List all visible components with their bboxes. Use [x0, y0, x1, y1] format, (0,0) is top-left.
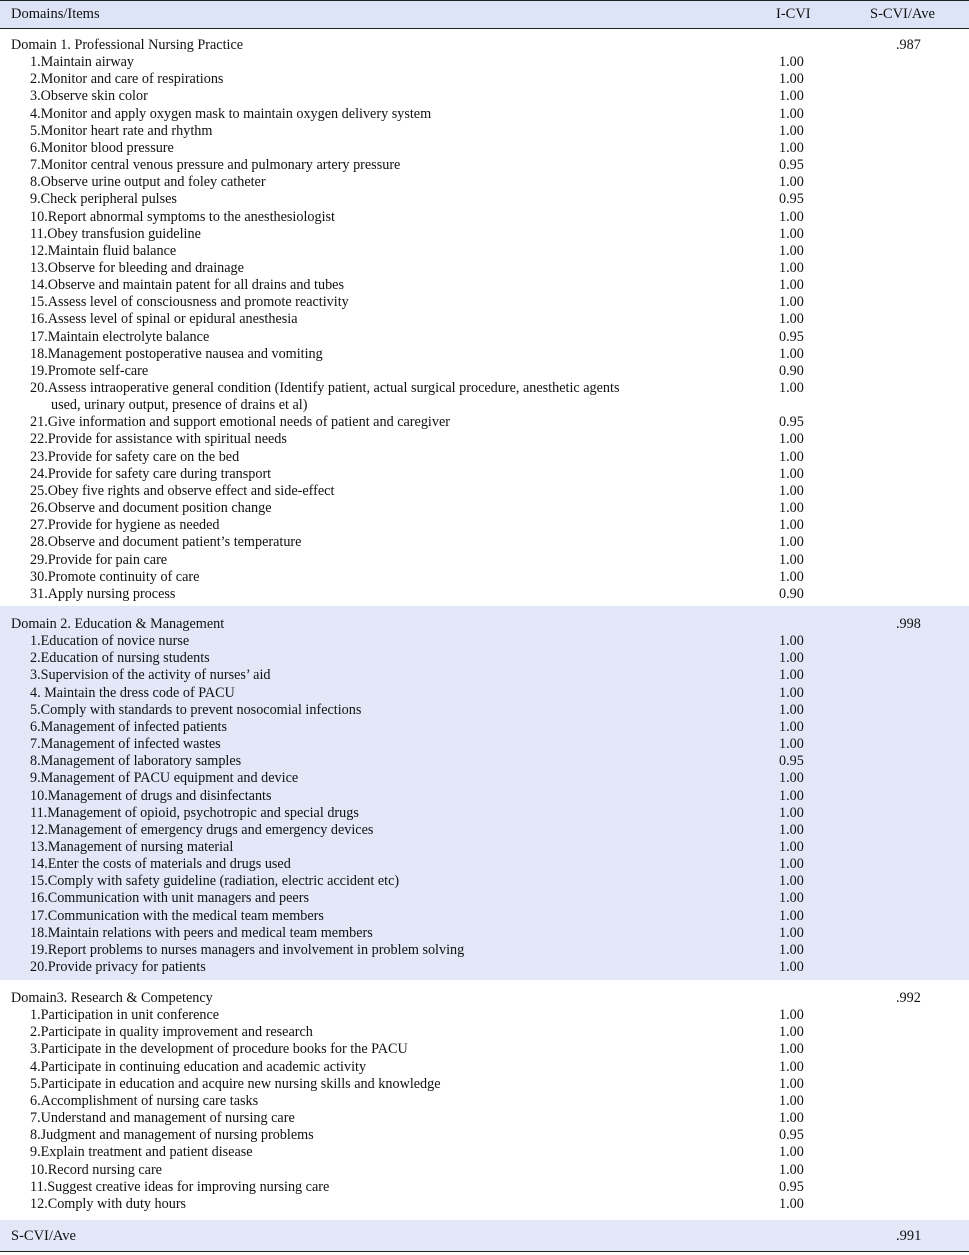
item-icvi: 1.00: [779, 122, 804, 139]
item-row: [0, 534, 969, 551]
footer-value: .991: [896, 1228, 922, 1244]
item-text: 24.Provide for safety care during transport: [30, 465, 272, 482]
item-text: 10.Management of drugs and disinfectants: [30, 787, 272, 804]
item-text: 9.Check peripheral pulses: [30, 191, 177, 208]
item-row: [0, 174, 969, 191]
table-footer: [0, 1220, 969, 1252]
item-icvi: 1.00: [779, 633, 804, 650]
item-icvi: 1.00: [779, 838, 804, 855]
domain-scvi: .987: [896, 37, 921, 53]
item-row: [0, 380, 969, 397]
item-icvi: 0.95: [779, 414, 804, 431]
header-scvi-ave: S-CVI/Ave: [870, 6, 935, 22]
domain-scvi: .992: [896, 990, 921, 1006]
item-row: [0, 449, 969, 466]
item-text: 2.Monitor and care of respirations: [30, 71, 224, 88]
item-row: [0, 1144, 969, 1161]
item-row: [0, 925, 969, 942]
item-text: 11.Management of opioid, psychotropic and special drugs: [30, 804, 359, 821]
item-icvi: 1.00: [779, 380, 804, 396]
item-text: 10.Report abnormal symptoms to the anesthesiologist: [30, 208, 335, 225]
item-row: [0, 226, 969, 243]
item-row: [0, 1093, 969, 1110]
item-text: 14.Enter the costs of materials and drugs used: [30, 856, 291, 873]
item-row: [0, 277, 969, 294]
item-icvi: 1.00: [779, 907, 804, 924]
item-icvi: 1.00: [779, 736, 804, 753]
item-icvi: 0.90: [779, 362, 804, 379]
item-row: [0, 822, 969, 839]
item-row: [0, 667, 969, 684]
item-row: [0, 1024, 969, 1041]
item-icvi: 0.95: [779, 753, 804, 770]
item-text: 8.Observe urine output and foley catheter: [30, 174, 266, 191]
item-row: [0, 1162, 969, 1179]
item-icvi: 1.00: [779, 534, 804, 551]
item-row: [0, 1127, 969, 1144]
item-row: [0, 363, 969, 380]
item-icvi: 1.00: [779, 667, 804, 684]
item-icvi: 1.00: [779, 294, 804, 311]
item-icvi: 1.00: [779, 718, 804, 735]
item-text: 29.Provide for pain care: [30, 551, 168, 568]
item-text: 7.Understand and management of nursing care: [30, 1110, 295, 1127]
item-row: [0, 466, 969, 483]
item-icvi: 1.00: [779, 684, 804, 701]
domain-title-row: [0, 616, 969, 633]
item-row: [0, 805, 969, 822]
item-row: [0, 106, 969, 123]
item-row: [0, 191, 969, 208]
domain-title: Domain 2. Education & Management: [11, 616, 225, 632]
item-icvi: 1.00: [779, 701, 804, 718]
item-row: [0, 88, 969, 105]
item-row: [0, 959, 969, 976]
item-row: [0, 260, 969, 277]
item-text: 4. Maintain the dress code of PACU: [30, 684, 235, 701]
item-row: [0, 140, 969, 157]
item-icvi: 1.00: [779, 770, 804, 787]
item-icvi: 1.00: [779, 1058, 804, 1075]
item-text: 5.Comply with standards to prevent nosocomial infections: [30, 701, 362, 718]
item-icvi: 1.00: [779, 1075, 804, 1092]
item-row: [0, 1041, 969, 1058]
item-icvi: 1.00: [779, 873, 804, 890]
item-icvi: 1.00: [779, 139, 804, 156]
item-icvi: 1.00: [779, 88, 804, 105]
item-row: [0, 890, 969, 907]
item-text: 7.Management of infected wastes: [30, 736, 221, 753]
item-row: [0, 839, 969, 856]
item-icvi: 1.00: [779, 1092, 804, 1109]
item-text: 20.Assess intraoperative general condition (Identify patient, actual surgical procedure, anesthetic agents: [30, 380, 620, 396]
item-text: 20.Provide privacy for patients: [30, 959, 206, 975]
item-text: 6.Monitor blood pressure: [30, 139, 174, 156]
item-text: 14.Observe and maintain patent for all drains and tubes: [30, 277, 345, 294]
item-row: [0, 685, 969, 702]
item-icvi: 1.00: [779, 1195, 804, 1212]
item-text: 16.Communication with unit managers and peers: [30, 890, 309, 907]
item-row: [0, 586, 969, 603]
item-icvi: 0.90: [779, 585, 804, 602]
item-icvi: 1.00: [779, 500, 804, 517]
item-text: 7.Monitor central venous pressure and pulmonary artery pressure: [30, 157, 401, 174]
item-row: [0, 753, 969, 770]
item-text: 2.Participate in quality improvement and research: [30, 1024, 313, 1041]
item-icvi: 1.00: [779, 551, 804, 568]
item-text: 17.Communication with the medical team members: [30, 907, 324, 924]
item-text: 3.Supervision of the activity of nurses’ aid: [30, 667, 271, 684]
item-row: [0, 157, 969, 174]
item-text: 9.Management of PACU equipment and device: [30, 770, 299, 787]
item-icvi: 1.00: [779, 650, 804, 667]
item-row: [0, 71, 969, 88]
item-row: [0, 942, 969, 959]
header-domains-items: Domains/Items: [11, 6, 100, 22]
item-icvi: 0.95: [779, 1178, 804, 1195]
item-icvi: 1.00: [779, 890, 804, 907]
item-text: 23.Provide for safety care on the bed: [30, 448, 240, 465]
item-text: 11.Suggest creative ideas for improving nursing care: [30, 1178, 330, 1195]
item-text: 18.Maintain relations with peers and medical team members: [30, 924, 373, 941]
item-row: [0, 431, 969, 448]
item-text-continuation: used, urinary output, presence of drains et al): [51, 397, 308, 414]
domain-scvi: .998: [896, 616, 921, 632]
item-row: [0, 123, 969, 140]
item-row: [0, 1179, 969, 1196]
item-icvi: 1.00: [779, 959, 804, 975]
item-text: 3.Participate in the development of procedure books for the PACU: [30, 1041, 408, 1058]
item-text: 6.Management of infected patients: [30, 718, 227, 735]
item-text: 19.Promote self-care: [30, 362, 149, 379]
item-row: [0, 702, 969, 719]
item-text: 26.Observe and document position change: [30, 500, 272, 517]
item-row: [0, 1110, 969, 1127]
item-icvi: 1.00: [779, 1144, 804, 1161]
item-icvi: 1.00: [779, 821, 804, 838]
item-text: 12.Comply with duty hours: [30, 1195, 187, 1212]
item-text: 10.Record nursing care: [30, 1161, 162, 1178]
item-text: 6.Accomplishment of nursing care tasks: [30, 1092, 259, 1109]
item-row: [0, 736, 969, 753]
item-icvi: 1.00: [779, 225, 804, 242]
footer-label: S-CVI/Ave: [11, 1228, 76, 1244]
item-text: 25.Obey five rights and observe effect and side-effect: [30, 482, 335, 499]
item-text: 30.Promote continuity of care: [30, 568, 200, 585]
item-text: 12.Maintain fluid balance: [30, 242, 177, 259]
item-text: 19.Report problems to nurses managers and involvement in problem solving: [30, 941, 465, 958]
item-row: [0, 770, 969, 787]
item-row: [0, 719, 969, 736]
item-text: 5.Participate in education and acquire new nursing skills and knowledge: [30, 1075, 441, 1092]
item-text: 4.Monitor and apply oxygen mask to maintain oxygen delivery system: [30, 105, 432, 122]
item-icvi: 1.00: [779, 856, 804, 873]
item-text: 5.Monitor heart rate and rhythm: [30, 122, 213, 139]
item-icvi: 1.00: [779, 1110, 804, 1127]
item-row: [0, 311, 969, 328]
item-text: 31.Apply nursing process: [30, 585, 176, 602]
item-text: 18.Management postoperative nausea and vomiting: [30, 345, 323, 362]
item-row: [0, 552, 969, 569]
item-icvi: 1.00: [779, 517, 804, 534]
item-icvi: 1.00: [779, 1024, 804, 1041]
item-text: 4.Participate in continuing education and academic activity: [30, 1058, 367, 1075]
item-row: [0, 54, 969, 71]
item-row: [0, 346, 969, 363]
item-text: 9.Explain treatment and patient disease: [30, 1144, 253, 1161]
item-icvi: 1.00: [779, 1007, 804, 1024]
domain-title: Domain 1. Professional Nursing Practice: [11, 37, 244, 53]
domain-title-row: [0, 990, 969, 1007]
header-icvi: I-CVI: [776, 6, 811, 22]
item-text: 17.Maintain electrolyte balance: [30, 328, 210, 345]
item-row: [0, 294, 969, 311]
item-row: [0, 650, 969, 667]
item-row: [0, 856, 969, 873]
item-text: 12.Management of emergency drugs and emergency devices: [30, 821, 374, 838]
item-icvi: 1.00: [779, 924, 804, 941]
item-text: 1.Maintain airway: [30, 54, 135, 71]
item-icvi: 0.95: [779, 1127, 804, 1144]
item-row: [0, 569, 969, 586]
item-icvi: 1.00: [779, 242, 804, 259]
item-text: 27.Provide for hygiene as needed: [30, 517, 220, 534]
item-icvi: 1.00: [779, 71, 804, 88]
item-text: 1.Participation in unit conference: [30, 1007, 220, 1024]
item-icvi: 1.00: [779, 208, 804, 225]
item-text: 15.Comply with safety guideline (radiation, electric accident etc): [30, 873, 400, 890]
item-row: [0, 243, 969, 260]
item-text: 13.Management of nursing material: [30, 838, 234, 855]
item-icvi: 1.00: [779, 1041, 804, 1058]
item-row: [0, 788, 969, 805]
item-row: [0, 414, 969, 431]
item-row: [0, 483, 969, 500]
item-row: [0, 873, 969, 890]
item-row: [0, 1059, 969, 1076]
item-text: 2.Education of nursing students: [30, 650, 210, 667]
item-text: 13.Observe for bleeding and drainage: [30, 259, 244, 276]
item-text: 15.Assess level of consciousness and promote reactivity: [30, 294, 349, 311]
item-icvi: 1.00: [779, 787, 804, 804]
item-row: [0, 500, 969, 517]
item-text: 8.Management of laboratory samples: [30, 753, 242, 770]
item-row: [0, 633, 969, 650]
item-text: 1.Education of novice nurse: [30, 633, 190, 650]
item-text: 3.Observe skin color: [30, 88, 148, 105]
item-icvi: 1.00: [779, 804, 804, 821]
item-icvi: 1.00: [779, 448, 804, 465]
item-icvi: 1.00: [779, 482, 804, 499]
table-header: [0, 0, 969, 29]
item-row: [0, 517, 969, 534]
item-icvi: 1.00: [779, 568, 804, 585]
item-text: 28.Observe and document patient’s temperature: [30, 534, 302, 551]
item-text: 16.Assess level of spinal or epidural anesthesia: [30, 311, 298, 328]
item-row-continuation: [0, 397, 969, 414]
item-icvi: 1.00: [779, 174, 804, 191]
item-icvi: 0.95: [779, 328, 804, 345]
item-icvi: 0.95: [779, 157, 804, 174]
item-icvi: 1.00: [779, 431, 804, 448]
item-text: 22.Provide for assistance with spiritual needs: [30, 431, 287, 448]
item-icvi: 1.00: [779, 54, 804, 71]
item-icvi: 1.00: [779, 1161, 804, 1178]
item-icvi: 1.00: [779, 105, 804, 122]
item-row: [0, 1076, 969, 1093]
item-icvi: 1.00: [779, 345, 804, 362]
item-icvi: 1.00: [779, 465, 804, 482]
item-icvi: 1.00: [779, 259, 804, 276]
item-icvi: 0.95: [779, 191, 804, 208]
item-row: [0, 209, 969, 226]
domain-title-row: [0, 37, 969, 54]
item-text: 11.Obey transfusion guideline: [30, 225, 201, 242]
item-icvi: 1.00: [779, 311, 804, 328]
item-row: [0, 1007, 969, 1024]
item-row: [0, 908, 969, 925]
item-row: [0, 329, 969, 346]
item-row: [0, 1196, 969, 1213]
item-text: 21.Give information and support emotional needs of patient and caregiver: [30, 414, 450, 431]
domain-title: Domain3. Research & Competency: [11, 990, 213, 1006]
item-icvi: 1.00: [779, 941, 804, 958]
item-icvi: 1.00: [779, 277, 804, 294]
item-text: 8.Judgment and management of nursing problems: [30, 1127, 314, 1144]
